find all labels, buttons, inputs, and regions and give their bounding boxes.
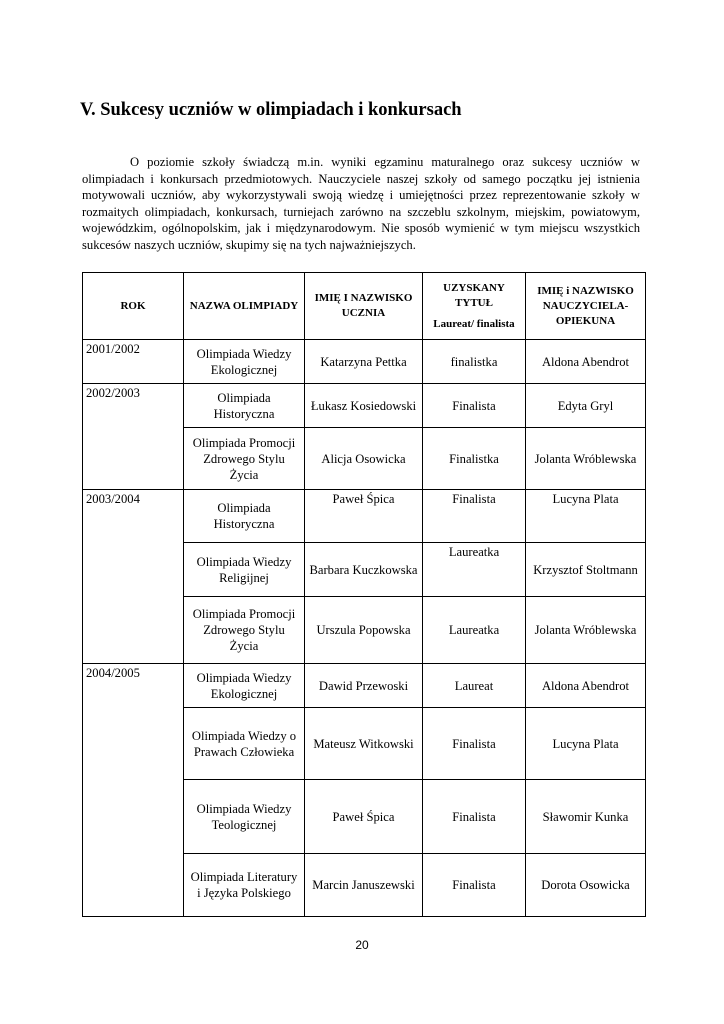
- tytul-cell: Laureat: [423, 664, 526, 708]
- opiekun-cell: Edyta Gryl: [526, 384, 646, 428]
- tytul-cell: Finalista: [423, 384, 526, 428]
- uczen-cell: Mateusz Witkowski: [305, 708, 423, 780]
- opiekun-cell: Aldona Abendrot: [526, 664, 646, 708]
- header-opiekun: IMIĘ i NAZWISKO NAUCZYCIELA-OPIEKUNA: [526, 273, 646, 340]
- section-heading: V. Sukcesy uczniów w olimpiadach i konkursach: [80, 100, 462, 120]
- year-cell: 2004/2005: [83, 664, 184, 917]
- opiekun-cell: Jolanta Wróblewska: [526, 428, 646, 490]
- header-tytul: [423, 273, 526, 340]
- page-number: 20: [355, 938, 369, 952]
- opiekun-cell: Jolanta Wróblewska: [526, 597, 646, 664]
- tytul-cell: Finalista: [423, 708, 526, 780]
- opiekun-cell: Krzysztof Stoltmann: [526, 543, 646, 597]
- opiekun-cell: Aldona Abendrot: [526, 340, 646, 384]
- tytul-cell: Finalista: [423, 780, 526, 854]
- olimpiada-cell: Olimpiada Wiedzy Ekologicznej: [184, 340, 305, 384]
- tytul-cell: Finalista: [423, 854, 526, 917]
- olimpiada-cell: Olimpiada Wiedzy Religijnej: [184, 543, 305, 597]
- uczen-cell: Łukasz Kosiedowski: [305, 384, 423, 428]
- opiekun-cell: Dorota Osowicka: [526, 854, 646, 917]
- year-cell: 2002/2003: [83, 384, 184, 490]
- olimpiada-cell: Olimpiada Wiedzy Ekologicznej: [184, 664, 305, 708]
- uczen-cell: Paweł Śpica: [305, 780, 423, 854]
- olympiad-results-table: [82, 272, 646, 917]
- opiekun-cell: Lucyna Plata: [526, 708, 646, 780]
- olimpiada-cell: Olimpiada Literatury i Języka Polskiego: [184, 854, 305, 917]
- tytul-cell: Laureatka: [423, 597, 526, 664]
- tytul-cell: Laureatka: [423, 543, 526, 597]
- tytul-cell: Finalista: [423, 490, 526, 543]
- opiekun-cell: Lucyna Plata: [526, 490, 646, 543]
- table-row: [83, 664, 646, 708]
- olimpiada-cell: Olimpiada Promocji Zdrowego Stylu Życia: [184, 597, 305, 664]
- olimpiada-cell: Olimpiada Wiedzy o Prawach Człowieka: [184, 708, 305, 780]
- uczen-cell: Dawid Przewoski: [305, 664, 423, 708]
- table-header-row: [83, 273, 646, 340]
- uczen-cell: Paweł Śpica: [305, 490, 423, 543]
- olimpiada-cell: Olimpiada Historyczna: [184, 384, 305, 428]
- uczen-cell: Alicja Osowicka: [305, 428, 423, 490]
- tytul-cell: finalistka: [423, 340, 526, 384]
- header-tytul-sub: Laureat/ finalista: [433, 317, 515, 330]
- olimpiada-cell: Olimpiada Historyczna: [184, 490, 305, 543]
- olimpiada-cell: Olimpiada Wiedzy Teologicznej: [184, 780, 305, 854]
- uczen-cell: Barbara Kuczkowska: [305, 543, 423, 597]
- table-row: [83, 340, 646, 384]
- uczen-cell: Urszula Popowska: [305, 597, 423, 664]
- year-cell: 2001/2002: [83, 340, 184, 384]
- header-uczen: IMIĘ I NAZWISKO UCZNIA: [305, 273, 423, 340]
- header-tytul-main: UZYSKANY TYTUŁ: [443, 281, 505, 309]
- intro-paragraph: O poziomie szkoły świadczą m.in. wyniki egzaminu maturalnego oraz sukcesy uczniów w olimpiadach i konkursach przedmiotowych. Nauczyciele naszej szkoły od samego początku jej istnienia motywowali uczniów, aby wykorzystywali swoją wiedzę i umiejętności przez reprezentowanie szkoły w rozmaitych olimpiadach, konkursach, turniejach zarówno na szczeblu szkolnym, miejskim, powiatowym, wojewódzkim, ogólnopolskim, jak i międzynarodowym. Nie sposób wymienić w tym miejscu wszystkich sukcesów naszych uczniów, skupimy się na tych najważniejszych.: [82, 155, 640, 252]
- table-row: [83, 490, 646, 543]
- tytul-cell: Finalistka: [423, 428, 526, 490]
- uczen-cell: Katarzyna Pettka: [305, 340, 423, 384]
- header-olimpiada: NAZWA OLIMPIADY: [184, 273, 305, 340]
- opiekun-cell: Sławomir Kunka: [526, 780, 646, 854]
- uczen-cell: Marcin Januszewski: [305, 854, 423, 917]
- olimpiada-cell: Olimpiada Promocji Zdrowego Stylu Życia: [184, 428, 305, 490]
- header-rok: ROK: [83, 273, 184, 340]
- table-row: [83, 384, 646, 428]
- year-cell: 2003/2004: [83, 490, 184, 664]
